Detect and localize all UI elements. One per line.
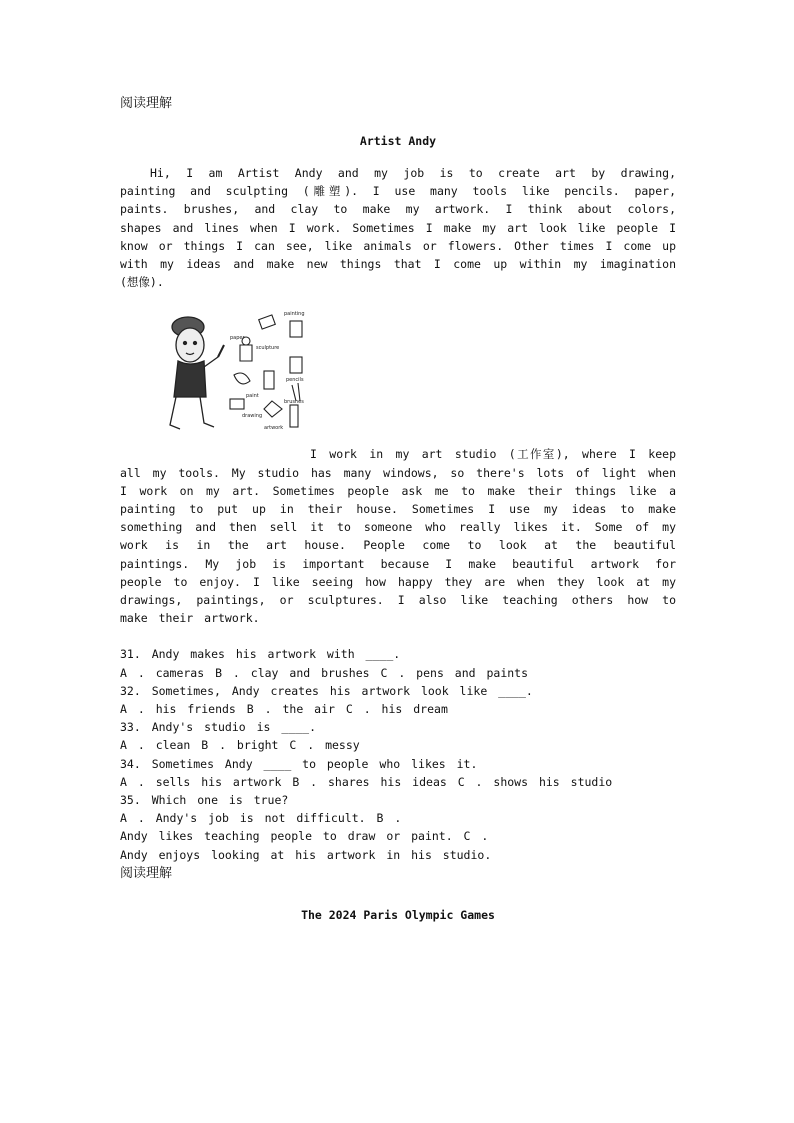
label-sculpture: sculpture [256, 345, 280, 352]
label-brushes: brushes [284, 399, 304, 406]
label-drawing: drawing [242, 413, 263, 420]
question-line: 31. Andy makes his artwork with ____. [120, 647, 401, 662]
artist-illustration [160, 305, 310, 437]
worksheet-page [120, 94, 676, 922]
label-artwork: artwork [264, 425, 284, 432]
answer-options: A . cameras B . clay and brushes C . pens and paints [120, 665, 529, 680]
label-painting: painting [284, 311, 305, 318]
answer-options: A . his friends B . the air C . his dream [120, 702, 448, 717]
passage-title-2: The 2024 Paris Olympic Games [301, 907, 495, 922]
answer-options: A . sells his artwork B . shares his ideas C . shows his studio [120, 774, 613, 789]
question-line: 32. Sometimes, Andy creates his artwork look like ____. [120, 683, 533, 698]
label-paint: paint [246, 393, 259, 400]
section-label: 阅读理解 [120, 96, 173, 111]
passage-paragraph-2: I work in my art studio (工作室), where I keep all my tools. My studio has many windows, so there's lots of light when I work on my art. Sometimes people ask me to make their things like a painting to put up in their house. Sometimes I use my ideas to make something and then sell it to someone who really likes it. Some of my work is in the art house. People come to look at the beautiful paintings. My job is important because I make beautiful artwork for people to enjoy. I like seeing how happy they are when they look at my drawings, paintings, or sculptures. I also like teaching others how to make their artwork. [120, 447, 676, 626]
passage-title: Artist Andy [359, 134, 437, 148]
figure-area [120, 305, 676, 445]
section-label-2: 阅读理解 [120, 865, 173, 881]
answer-options: A . Andy's job is not difficult. B . [120, 811, 402, 826]
question-line: 34. Sometimes Andy ____ to people who likes it. [120, 756, 478, 771]
question-line: 35. Which one is true? [120, 793, 289, 808]
label-paper: paper [230, 335, 245, 342]
passage-paragraph-1: Hi, I am Artist Andy and my job is to create art by drawing, painting and sculpting (雕塑). I use many tools like pencils. paper, paints. brushes, and clay to make my artwork. I think about colors, shapes and lines when I work. Sometimes I make my art look like people I know or things I can see, like animals or flowers. Other times I come up with my ideas and make new things that I come up within my imagination (想像). [120, 166, 676, 290]
answer-options: Andy enjoys looking at his artwork in his studio. [120, 847, 492, 862]
question-line: 33. Andy's studio is ____. [120, 720, 317, 735]
answer-options: Andy likes teaching people to draw or paint. C . [120, 829, 489, 844]
question-list [120, 645, 676, 863]
answer-options: A . clean B . bright C . messy [120, 738, 360, 753]
label-pencils: pencils [286, 377, 304, 384]
